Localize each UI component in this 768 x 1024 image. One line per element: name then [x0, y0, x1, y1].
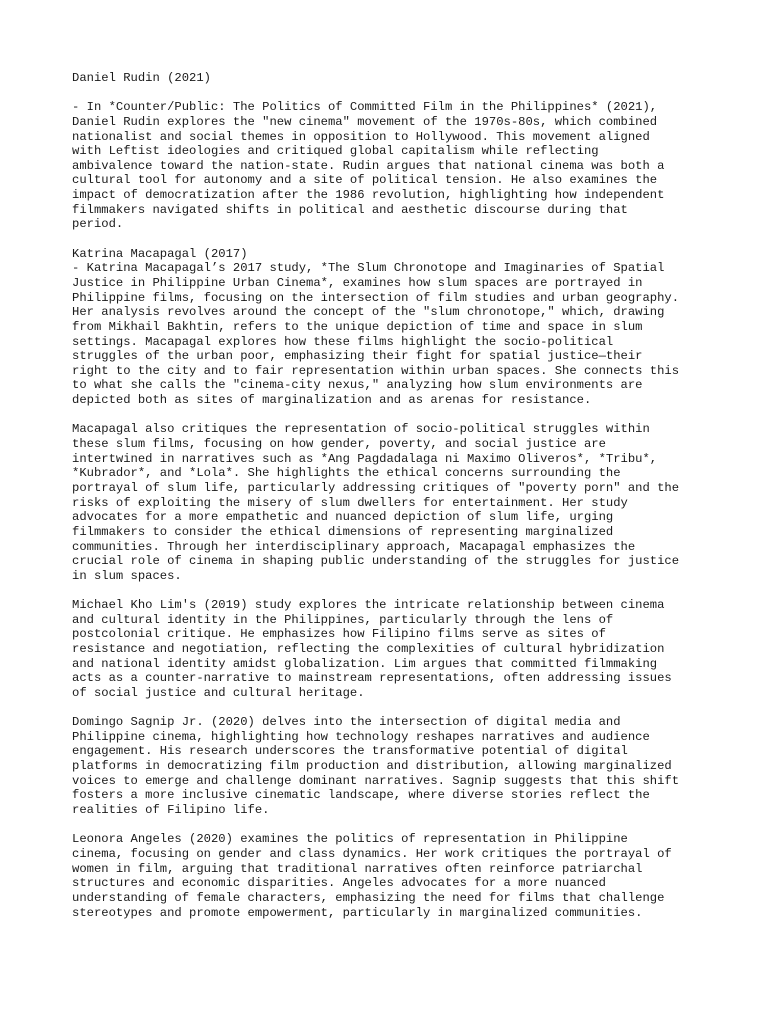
text-line: to what she calls the "cinema-city nexus," analyzing how slum environments are: [72, 378, 643, 393]
text-line: in slum spaces.: [72, 568, 182, 583]
text-line: advocates for a more empathetic and nuanced depiction of slum life, urging: [72, 510, 614, 525]
text-line: Michael Kho Lim's (2019) study explores the intricate relationship between cinema: [72, 598, 665, 613]
text-line: and national identity amidst globalization. Lim argues that committed filmmaking: [72, 656, 658, 671]
text-line: depicted both as sites of marginalization and as arenas for resistance.: [72, 393, 592, 408]
text-line: women in film, arguing that traditional narratives often reinforce patriarchal: [72, 861, 643, 876]
paragraph-macapagal-intro: [72, 247, 712, 408]
text-line: Macapagal also critiques the representation of socio-political struggles within: [72, 422, 650, 437]
paragraph-lim: [72, 598, 712, 700]
text-line: these slum films, focusing on how gender, poverty, and social justice are: [72, 437, 606, 452]
text-line: Her analysis revolves around the concept of the "slum chronotope," which, drawing: [72, 305, 665, 320]
text-line: Philippine cinema, highlighting how technology reshapes narratives and audience: [72, 729, 650, 744]
text-line: cinema, focusing on gender and class dynamics. Her work critiques the portrayal of: [72, 846, 672, 861]
text-line: fosters a more inclusive cinematic landscape, where diverse stories reflect the: [72, 788, 650, 803]
text-line: stereotypes and promote empowerment, particularly in marginalized communities.: [72, 905, 643, 920]
text-line: ambivalence toward the nation-state. Rudin argues that national cinema was both a: [72, 158, 665, 173]
text-line: intertwined in narratives such as *Ang Pagdadalaga ni Maximo Oliveros*, *Tribu*,: [72, 451, 658, 466]
text-line: - In *Counter/Public: The Politics of Committed Film in the Philippines* (2021),: [72, 100, 658, 115]
document-page: [72, 71, 712, 935]
paragraph-rudin-body: [72, 100, 712, 232]
text-line: risks of exploiting the misery of slum dwellers for entertainment. Her study: [72, 495, 628, 510]
text-line: Daniel Rudin explores the "new cinema" movement of the 1970s-80s, which combined: [72, 114, 658, 129]
text-line: Katrina Macapagal (2017): [72, 246, 248, 261]
text-line: crucial role of cinema in shaping public understanding of the struggles for justice: [72, 554, 680, 569]
text-line: struggles of the urban poor, emphasizing their fight for spatial justice—their: [72, 349, 643, 364]
text-line: resistance and negotiation, reflecting the complexities of cultural hybridization: [72, 641, 665, 656]
text-line: Daniel Rudin (2021): [72, 71, 211, 85]
text-line: settings. Macapagal explores how these films highlight the socio-political: [72, 334, 614, 349]
text-line: cultural tool for autonomy and a site of political tension. He also examines the: [72, 173, 658, 188]
text-line: right to the city and to fair representation within urban spaces. She connects this: [72, 363, 680, 378]
text-line: platforms in democratizing film production and distribution, allowing marginalized: [72, 759, 672, 774]
text-line: - Katrina Macapagal’s 2017 study, *The Slum Chronotope and Imaginaries of Spatial: [72, 261, 665, 276]
text-line: period.: [72, 217, 124, 232]
text-line: understanding of female characters, emphasizing the need for films that challenge: [72, 890, 665, 905]
paragraph-angeles: [72, 832, 712, 920]
text-line: and cultural identity in the Philippines, particularly through the lens of: [72, 612, 614, 627]
text-line: impact of democratization after the 1986 revolution, highlighting how independent: [72, 188, 665, 203]
text-line: realities of Filipino life.: [72, 803, 270, 818]
text-line: nationalist and social themes in opposition to Hollywood. This movement aligned: [72, 129, 650, 144]
text-line: communities. Through her interdisciplinary approach, Macapagal emphasizes the: [72, 539, 636, 554]
text-line: Leonora Angeles (2020) examines the politics of representation in Philippine: [72, 832, 628, 847]
text-line: acts as a counter-narrative to mainstream representations, often addressing issues: [72, 671, 672, 686]
text-line: of social justice and cultural heritage.: [72, 685, 365, 700]
text-line: from Mikhail Bakhtin, refers to the unique depiction of time and space in slum: [72, 319, 643, 334]
paragraph-macapagal-critique: [72, 422, 712, 583]
text-line: structures and economic disparities. Angeles advocates for a more nuanced: [72, 876, 606, 891]
text-line: portrayal of slum life, particularly addressing critiques of "poverty porn" and the: [72, 480, 680, 495]
text-line: filmmakers navigated shifts in political and aesthetic discourse during that: [72, 202, 628, 217]
text-line: Domingo Sagnip Jr. (2020) delves into the intersection of digital media and: [72, 715, 621, 730]
text-line: filmmakers to consider the ethical dimensions of representing marginalized: [72, 524, 614, 539]
text-line: Philippine films, focusing on the intersection of film studies and urban geography.: [72, 290, 680, 305]
text-line: with Leftist ideologies and critiqued global capitalism while reflecting: [72, 144, 599, 159]
text-line: *Kubrador*, and *Lola*. She highlights the ethical concerns surrounding the: [72, 466, 621, 481]
text-line: postcolonial critique. He emphasizes how Filipino films serve as sites of: [72, 627, 606, 642]
text-line: Justice in Philippine Urban Cinema*, examines how slum spaces are portrayed in: [72, 275, 643, 290]
paragraph-rudin-heading: [72, 71, 712, 86]
text-line: voices to emerge and challenge dominant narratives. Sagnip suggests that this shift: [72, 773, 680, 788]
text-line: engagement. His research underscores the transformative potential of digital: [72, 744, 628, 759]
paragraph-sagnip: [72, 715, 712, 817]
